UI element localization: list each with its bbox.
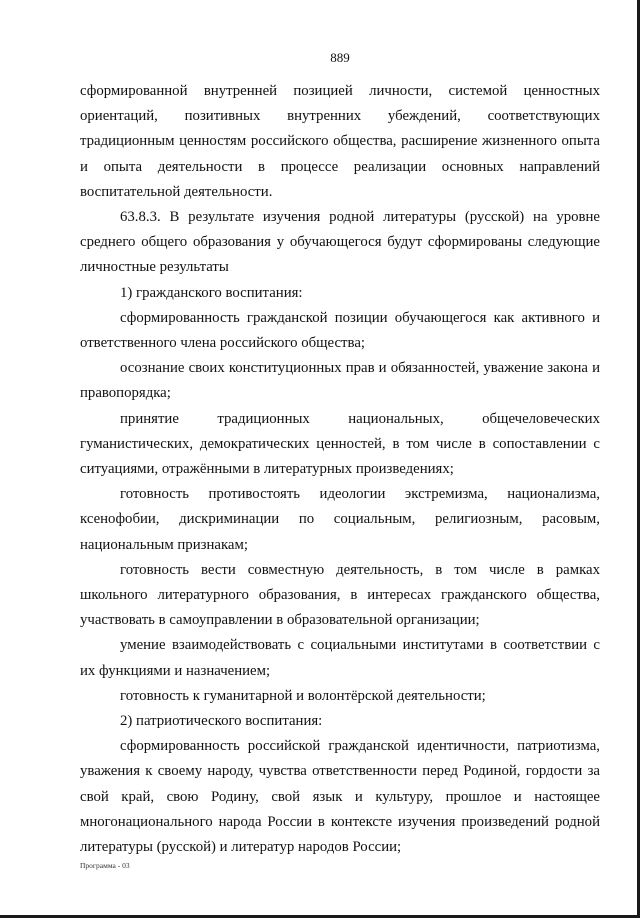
paragraph: сформированность российской гражданской идентичности, патриотизма, уважения к своему народу, чувства ответственности перед Родиной, гордости за свой край, свою Родину, свой язык и культуру, прошлое и настоящее многонационального народа России в контексте изучения произведений родной литературы (русской) и литератур народов России; bbox=[80, 738, 600, 856]
paragraph: готовность вести совместную деятельность, в том числе в рамках школьного литературного образования, в интересах гражданского общества, участвовать в самоуправлении в образовательной организации; bbox=[80, 561, 600, 629]
paragraph: готовность противостоять идеологии экстремизма, национализма, ксенофобии, дискриминации по социальным, религиозным, расовым, национальным признакам; bbox=[80, 486, 600, 553]
page-footer: Программа - 03 bbox=[80, 861, 130, 870]
paragraph: готовность к гуманитарной и волонтёрской деятельности; bbox=[120, 687, 486, 704]
paragraph: принятие традиционных национальных, общечеловеческих гуманистических, демократических ценностей, в том числе в сопоставлении с ситуациями, отражёнными в литературных произведениях; bbox=[80, 410, 600, 478]
section-heading: 2) патриотического воспитания: bbox=[120, 713, 323, 730]
paragraph: сформированность гражданской позиции обучающегося как активного и ответственного члена российского общества; bbox=[80, 309, 600, 352]
paragraph: сформированной внутренней позицией личности, системой ценностных ориентаций, позитивных внутренних убеждений, соответствующих традиционным ценностям российского общества, расширение жизненного опыта и опыта деятельности в процессе реализации основных направлений воспитательной деятельности. bbox=[80, 83, 600, 200]
paragraph: умение взаимодействовать с социальными институтами в соответствии с их функциями и назначением; bbox=[80, 637, 600, 679]
page-number: 889 bbox=[330, 50, 350, 65]
paragraph: осознание своих конституционных прав и обязанностей, уважение закона и правопорядка; bbox=[80, 360, 600, 402]
paragraph: 63.8.3. В результате изучения родной литературы (русской) на уровне среднего общего образования у обучающегося будут сформированы следующие личностные результаты bbox=[80, 209, 600, 276]
section-heading: 1) гражданского воспитания: bbox=[120, 284, 303, 301]
document-body bbox=[80, 79, 600, 860]
